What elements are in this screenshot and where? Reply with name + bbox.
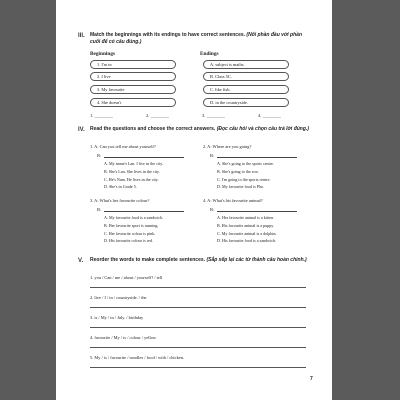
option[interactable]: D. His favourite food is a sandwich. — [217, 238, 277, 244]
question-1-options — [104, 160, 163, 191]
section-3-number: III. — [78, 33, 85, 39]
option[interactable]: C. Her favourite colour is pink. — [104, 230, 156, 236]
reorder-item: 2. live / I / in / countryside. / the — [90, 295, 147, 300]
reorder-item: 5. My / is / favourite / noodles / food / with / chicken. — [90, 355, 185, 360]
question-4: 4. A: What's his favourite animal? — [203, 198, 263, 203]
option[interactable]: C. I'm going to the sports centre. — [217, 176, 271, 182]
option[interactable]: B. She's going to the zoo. — [217, 168, 259, 174]
section-5-number: V. — [78, 258, 84, 264]
page-number: 7 — [310, 376, 313, 382]
writing-line[interactable] — [90, 307, 306, 308]
answer-label-b: B: — [210, 153, 215, 158]
beginning-item: 4. She doesn't — [90, 98, 176, 107]
writing-line[interactable] — [90, 287, 306, 288]
ending-item: A. subject is maths. — [203, 60, 289, 69]
question-3-options — [104, 214, 163, 245]
answer-line[interactable] — [217, 157, 297, 158]
section-3-title-vi: (Nối phần đầu với phần cuối để có câu đúng.) — [90, 32, 303, 45]
ending-item: D. in the countryside. — [203, 98, 289, 107]
option[interactable]: A. My name's Lan. I live in the city. — [104, 161, 164, 166]
question-3: 3. A: What's her favourite colour? — [90, 198, 150, 203]
answer-line[interactable] — [104, 157, 184, 158]
section-4-number: IV. — [78, 127, 85, 133]
answer-label-b: B: — [97, 207, 102, 212]
beginning-item: 3. My favourite — [90, 85, 176, 94]
option[interactable]: B. Her favourite sport is running. — [104, 222, 159, 228]
section-4-title-vi: (Đọc câu hỏi và chọn câu trả lời đúng.) — [216, 126, 309, 132]
answer-blank[interactable]: 1. ________ — [90, 113, 113, 118]
option[interactable]: A. She's going to the sports centre. — [217, 161, 274, 166]
option[interactable]: A. My favourite food is a sandwich. — [104, 215, 164, 220]
writing-line[interactable] — [90, 367, 306, 368]
option[interactable]: C. My favourite animal is a dolphin. — [217, 230, 277, 236]
answer-label-b: B: — [97, 153, 102, 158]
answer-label-b: B: — [210, 207, 215, 212]
reorder-item: 4. favourite / My / is / colour / yellow — [90, 335, 157, 340]
question-2-options — [217, 160, 274, 191]
writing-line[interactable] — [90, 347, 306, 348]
option[interactable]: B. His favourite animal is a puppy. — [217, 222, 275, 228]
section-4-title-en: Read the questions and choose the correct answers. — [90, 126, 216, 132]
option[interactable]: D. My favourite food is Pho. — [217, 184, 265, 190]
reorder-item: 3. is / My / in / July. / birthday — [90, 315, 144, 320]
answer-blank[interactable]: 2. ________ — [146, 113, 169, 118]
question-4-options — [217, 214, 277, 245]
writing-line[interactable] — [90, 327, 306, 328]
beginning-item: 1. I'm in — [90, 60, 176, 69]
option[interactable]: B. She's Lan. She lives in the city. — [104, 168, 160, 174]
question-1: 1. A: Can you tell me about yourself? — [90, 144, 156, 149]
ending-item: B. Class 5C. — [203, 72, 289, 81]
workbook-page — [56, 0, 332, 400]
section-3-title-en: Match the beginnings with its endings to have correct sentences. — [90, 32, 246, 38]
beginning-item: 2. I live — [90, 72, 176, 81]
beginnings-header: Beginnings — [90, 51, 116, 57]
section-4-title — [90, 126, 312, 133]
section-3-title — [90, 32, 312, 45]
ending-item: C. like fish. — [203, 85, 289, 94]
section-5-title-vi: (Sắp xếp lại các từ thành câu hoàn chỉnh.) — [206, 257, 307, 263]
option[interactable]: D. She's in Grade 5. — [104, 184, 137, 190]
answer-line[interactable] — [217, 211, 297, 212]
question-2: 2. A: Where are you going? — [203, 144, 252, 149]
option[interactable]: D. His favourite colour is red. — [104, 238, 153, 244]
reorder-item: 1. you / Can / me / about / yourself? / tell — [90, 275, 163, 280]
answer-blank[interactable]: 3. ________ — [202, 113, 225, 118]
answer-blank[interactable]: 4. ________ — [258, 113, 281, 118]
option[interactable]: C. He's Nam. He lives in the city. — [104, 176, 159, 182]
endings-header: Endings — [200, 51, 219, 57]
section-5-title — [90, 257, 312, 264]
answer-line[interactable] — [104, 211, 184, 212]
option[interactable]: A. Her favourite animal is a kitten. — [217, 215, 275, 220]
section-5-title-en: Reorder the words to make complete sentences. — [90, 257, 206, 263]
